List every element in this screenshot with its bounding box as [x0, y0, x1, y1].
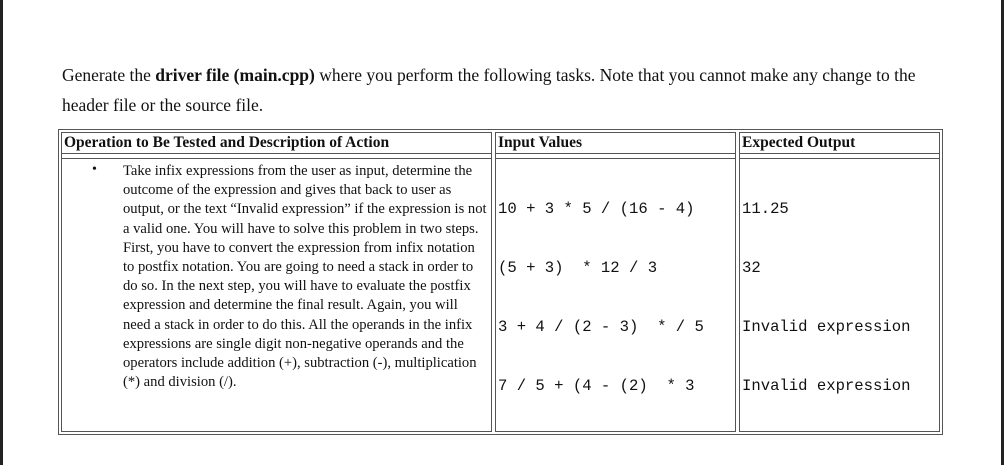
- input-value: (5 + 3) * 12 / 3: [498, 258, 658, 277]
- output-value: Invalid expression: [742, 317, 911, 336]
- output-header: Expected Output: [740, 133, 939, 154]
- input-value: 3 + 4 / (2 - 3) * / 5: [498, 317, 704, 336]
- intro-filename: driver file (main.cpp): [155, 65, 315, 85]
- output-value: 32: [742, 258, 761, 277]
- window-left-edge: [0, 0, 3, 465]
- bullet-point: •: [92, 162, 97, 177]
- output-value: 11.25: [742, 200, 789, 219]
- input-cell: [496, 158, 735, 431]
- input-column: [495, 132, 736, 432]
- input-value: 7 / 5 + (4 - (2) * 3: [498, 376, 695, 395]
- intro-prefix: Generate the: [62, 65, 156, 85]
- test-table: [58, 129, 943, 435]
- input-value: 10 + 3 * 5 / (16 - 4): [498, 200, 695, 219]
- input-header: Input Values: [496, 133, 735, 154]
- intro-suffix: where you perform the following tasks. Note that you cannot make any change to the header file or the source file.: [62, 65, 916, 115]
- task-instructions: [62, 60, 962, 120]
- expected-output-list: [742, 161, 910, 435]
- operation-description: Take infix expressions from the user as input, determine the outcome of the expression and gives that back to user as output, or the text “Invalid expression” if the expression is not a valid one. You will have to solve this problem in two steps. First, you have to convert the expression from infix notation to postfix notation. You are going to need a stack in order to do so. In the next step, you will have to evaluate the postfix expression and determine the final result. Again, you will need a stack in order to do this. All the operands in the infix expressions are single digit non-negative operands and the operators include addition (+), subtraction (-), multiplication (*) and division (/).: [123, 163, 487, 391]
- operation-cell: [62, 158, 491, 431]
- input-values-list: [498, 161, 704, 435]
- operation-header: Operation to Be Tested and Description of Action: [62, 133, 491, 154]
- output-value: Invalid expression: [742, 376, 911, 395]
- operation-column: [61, 132, 492, 432]
- output-column: [739, 132, 940, 432]
- output-cell: [740, 158, 939, 431]
